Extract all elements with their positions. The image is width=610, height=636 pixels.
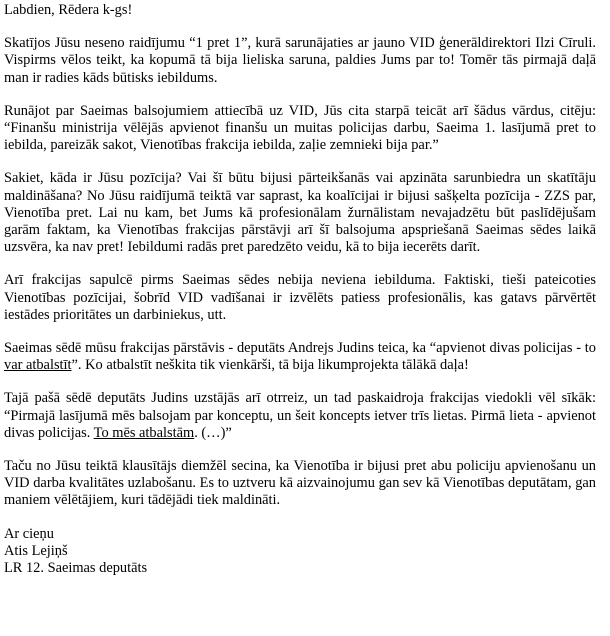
closing: Ar cieņu <box>4 525 54 542</box>
paragraph-6-text-end: . (…)” <box>194 424 232 441</box>
paragraph-6-text: Tajā pašā sēdē deputāts Judins uzstājās arī otrreiz, un tad paskaidroja frakcijas viedokli vēl sīkāk: “Pirmajā lasījumā mēs balsojam par konceptu, un šeit koncepts ietver trīs lietas. Pirmā lieta - apvienot divas policijas. <box>4 390 596 441</box>
paragraph-5-text-end: ”. Ko atbalstīt neškita tik vienkārši, tā bija likumprojekta tālākā daļa! <box>71 357 469 374</box>
paragraph-5-text: Saeimas sēdē mūsu frakcijas pārstāvis - deputāts Andrejs Judins teica, ka “apvienot divas policijas - to <box>4 340 596 357</box>
signer-name: Atis Lejiņš <box>4 542 68 559</box>
paragraph-7: Taču no Jūsu teiktā klausītājs diemžēl secina, ka Vienotība ir bijusi pret abu policiju apvienošanu un VID darba kvalitātes uzlabošanu. Es to uztveru kā aizvainojumu gan sev kā Vienotības deputātam, gan maniem vēlētājiem, kuri tādējādi tiek maldināti. <box>4 458 596 509</box>
paragraph-3: Sakiet, kāda ir Jūsu pozīcija? Vai šī būtu bijusi pārteikšanās vai apzināta sarunbiedra un skatītāju maldināšana? No Jūsu raidījumā teiktā var saprast, ka koalīcijai ir bijusi sašķelta pozīcija - ZZS par, Vienotība pret. Lai nu kam, bet Jums kā profesionālam žurnālistam nevajadzētu būt paslīdējušam garām faktam, ka Vienotības frakcijas pārstāvji arī šī balsojuma apspriešanā Saeimas sēdes laikā uzsvēra, ka nav pret! Iebildumi radās pret paredzēto veidu, kā to bija iecerēts darīt. <box>4 170 596 256</box>
signer-position: LR 12. Saeimas deputāts <box>4 560 148 577</box>
paragraph-5 <box>4 340 596 374</box>
underlined-quote: To mēs atbalstām <box>93 424 195 441</box>
underlined-quote: var atbalstīt <box>4 357 72 374</box>
paragraph-4: Arī frakcijas sapulcē pirms Saeimas sēdes nebija neviena iebilduma. Faktiski, tieši pateicoties Vienotības pozīcijai, šobrīd VID vadīšanai ir izvēlēts patiess profesionālis, kas gatavs pārvērtēt iestādes prioritātes un darbiniekus, utt. <box>4 272 596 323</box>
greeting: Labdien, Rēdera k-gs! <box>4 2 133 18</box>
paragraph-1: Skatījos Jūsu neseno raidījumu “1 pret 1”, kurā sarunājaties ar jauno VID ģenerāldirektori Ilzi Cīruli. Vispirms vēlos teikt, ka kopumā tā bija lieliska saruna, paldies Jums par to! Tomēr tās pirmajā daļā man ir radies kāds būtisks iebildums. <box>4 35 596 86</box>
paragraph-2: Runājot par Saeimas balsojumiem attiecībā uz VID, Jūs cita starpā teicāt arī šādus vārdus, citēju: “Finanšu ministrija vēlējās apvienot finanšu un muitas policijas darbu, Saeima 1. lasījumā pret to iebilda, pareizāk sakot, Vienotības frakcija iebilda, zaļie zemnieki bija par.” <box>4 102 596 154</box>
signoff <box>4 526 596 578</box>
paragraph-6 <box>4 390 596 442</box>
